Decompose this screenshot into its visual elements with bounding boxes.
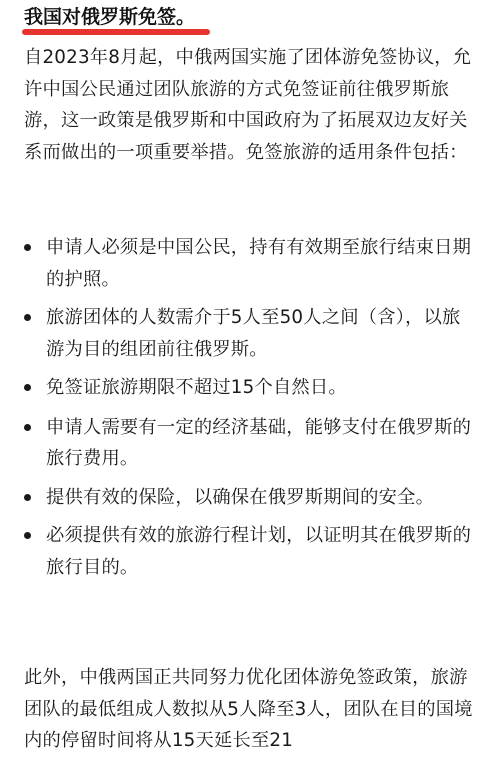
bullet-dot-icon <box>24 384 31 391</box>
list-item-text: 旅游团体的人数需介于5人至50人之间（含），以旅游为目的组团前往俄罗斯。 <box>46 307 461 360</box>
article-title: 我国对俄罗斯免签。 <box>24 6 196 28</box>
bullet-dot-icon <box>24 424 31 431</box>
bullet-dot-icon <box>24 532 31 539</box>
bullet-dot-icon <box>24 314 31 321</box>
list-item-text: 必须提供有效的旅游行程计划，以证明其在俄罗斯的旅行目的。 <box>46 525 472 578</box>
outro-paragraph: 此外，中俄两国正共同努力优化团体游免签政策，旅游团队的最低组成人数拟从5人降至3人，团队在目的国境内的停留时间将从15天延长至21 <box>24 667 473 751</box>
list-item <box>24 302 476 365</box>
bullet-dot-icon <box>24 494 31 501</box>
list-item-text: 申请人需要有一定的经济基础，能够支付在俄罗斯的旅行费用。 <box>46 416 472 469</box>
list-item-text: 提供有效的保险，以确保在俄罗斯期间的安全。 <box>46 486 435 508</box>
list-item-text: 免签证旅游期限不超过15个自然日。 <box>46 377 347 398</box>
conditions-list <box>24 232 476 590</box>
list-item <box>24 482 476 514</box>
list-item-text: 申请人必须是中国公民，持有有效期至旅行结束日期的护照。 <box>46 237 472 290</box>
list-item <box>24 232 476 295</box>
list-item <box>24 520 476 583</box>
article-title-block <box>24 4 195 38</box>
list-item <box>24 412 476 475</box>
bullet-dot-icon <box>24 244 31 251</box>
list-item <box>24 372 476 404</box>
intro-paragraph: 自2023年8月起，中俄两国实施了团体游免签协议，允许中国公民通过团队旅游的方式免签证前往俄罗斯旅游，这一政策是俄罗斯和中国政府为了拓展双边友好关系而做出的一项重要举措。免签旅游的适用条件包括： <box>24 47 472 163</box>
